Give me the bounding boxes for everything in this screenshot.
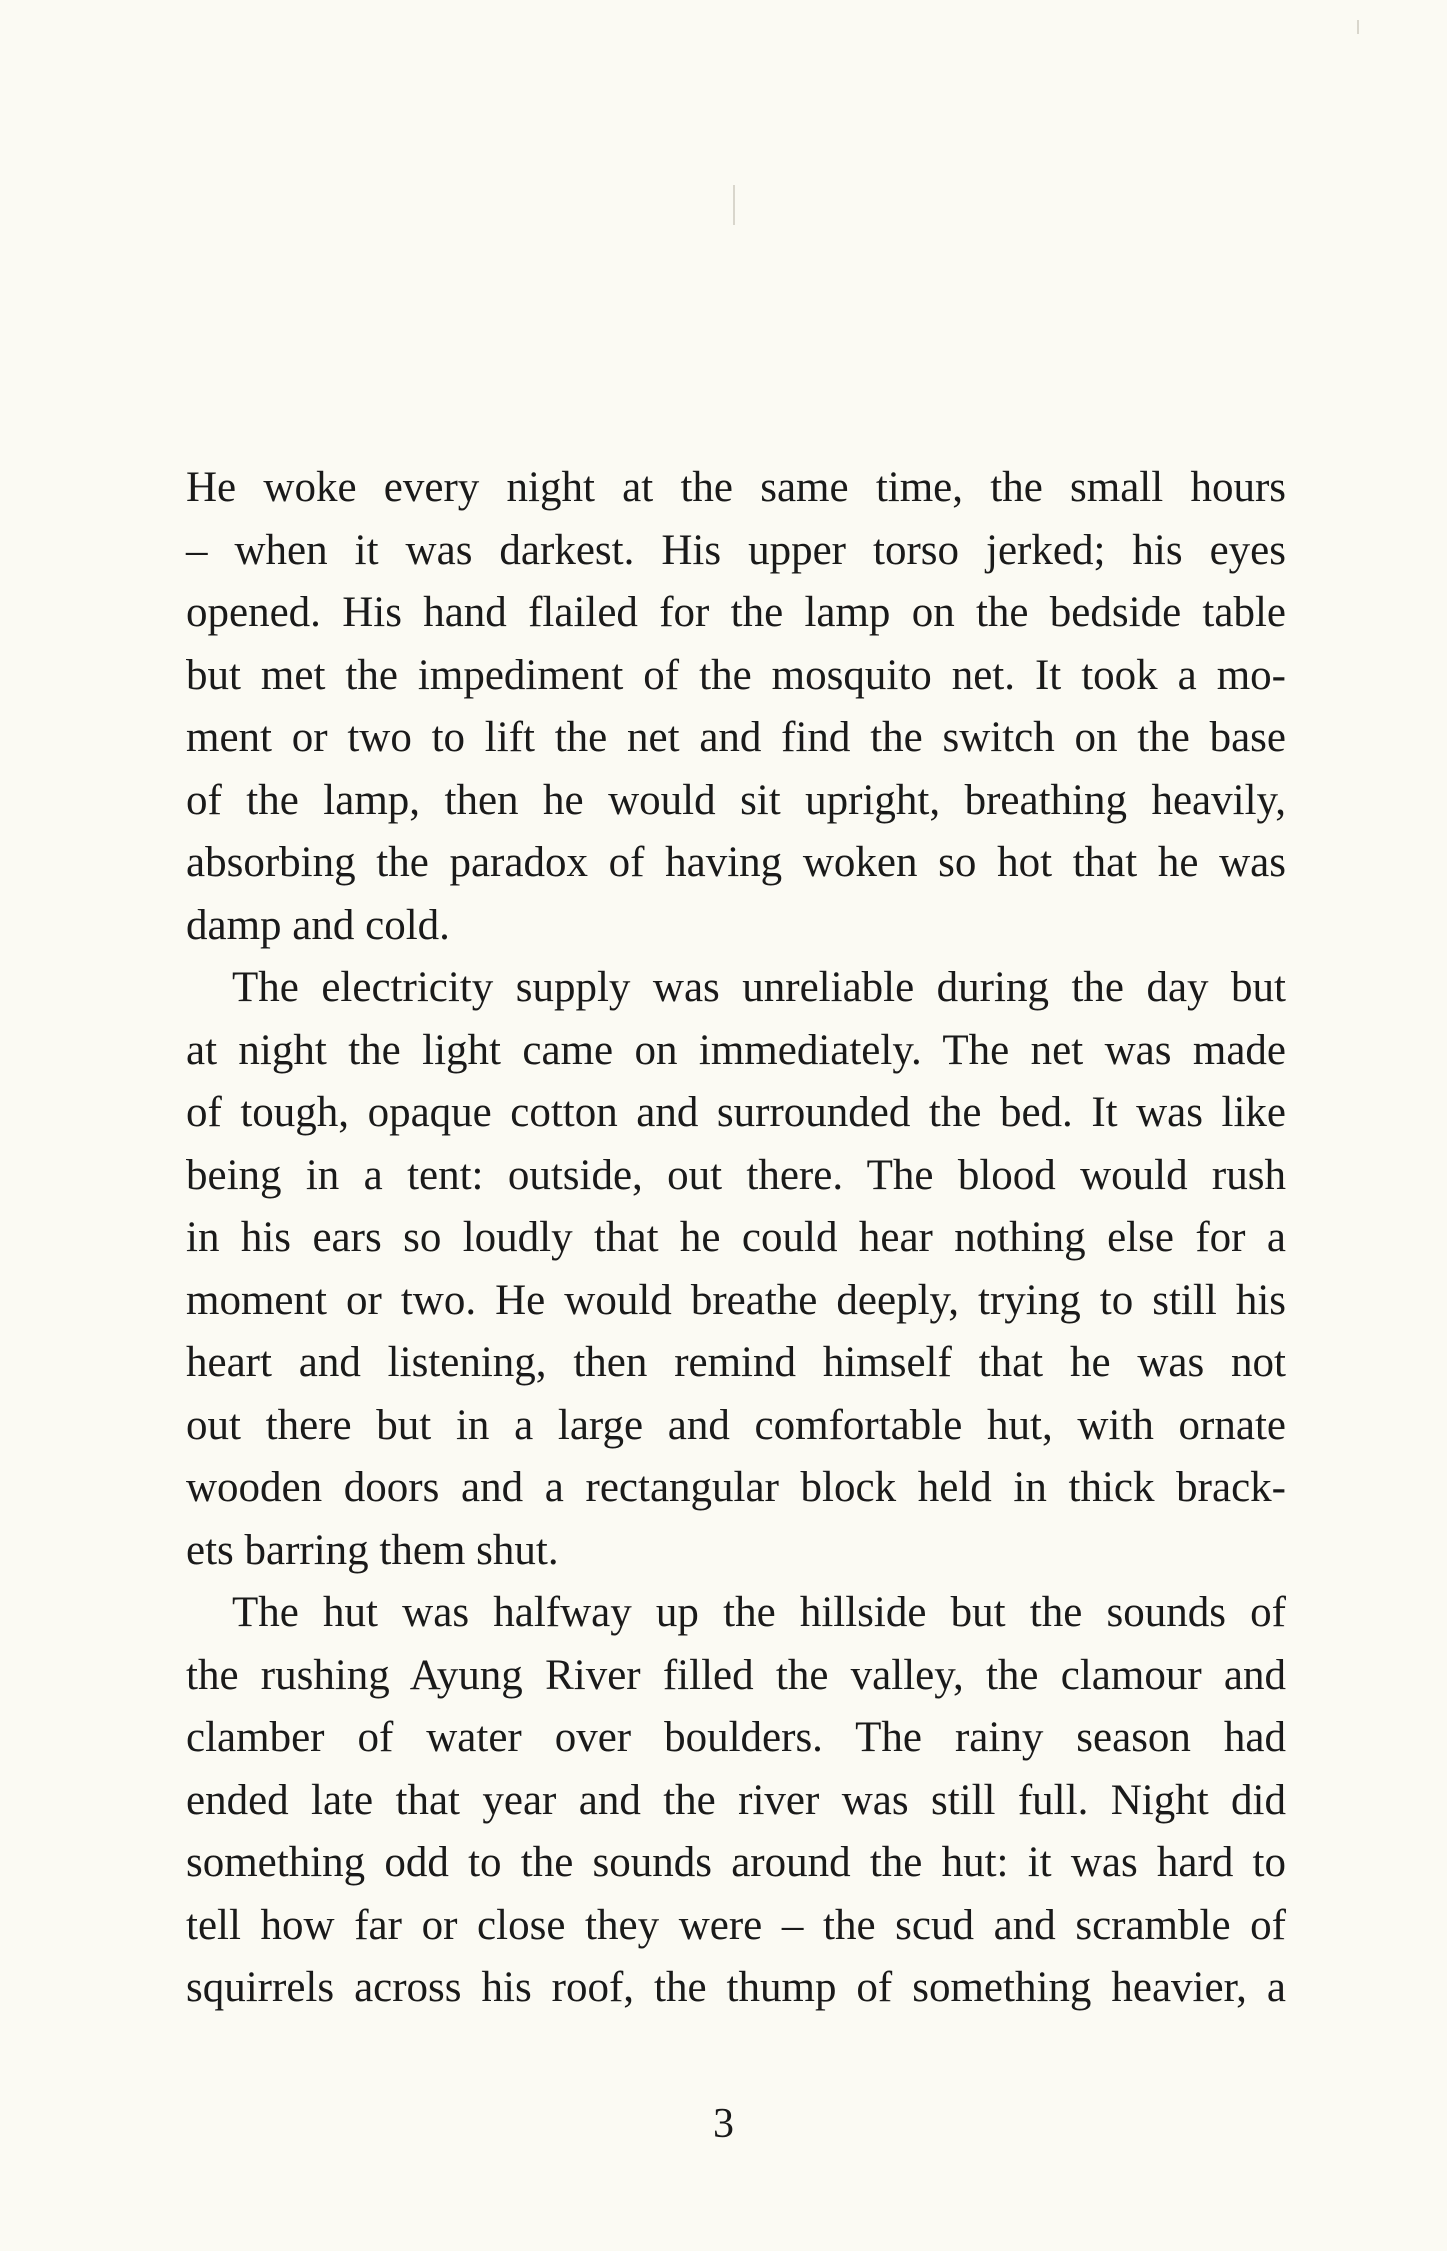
text-line: clamber of water over boulders. The rainy season had — [186, 1714, 1286, 1761]
text-line: ended late that year and the river was still full. Night did — [186, 1776, 1286, 1824]
paragraph — [186, 957, 1286, 1582]
text-line: something odd to the sounds around the hut: it was hard to — [186, 1839, 1286, 1886]
text-line: ment or two to lift the net and find the switch on the base — [186, 714, 1286, 761]
text-line: at night the light came on immediately. The net was made — [186, 1026, 1286, 1074]
show-through-mark — [733, 185, 735, 225]
text-line: the rushing Ayung River filled the valley, the clamour and — [186, 1651, 1286, 1699]
text-line: of the lamp, then he would sit upright, breathing heavily, — [186, 776, 1286, 824]
text-line: damp and cold. — [186, 901, 450, 949]
text-line: The hut was halfway up the hillside but the sounds of — [232, 1589, 1286, 1636]
show-through-mark — [1357, 20, 1359, 34]
paragraph — [186, 457, 1286, 957]
text-line: of tough, opaque cotton and surrounded the bed. It was like — [186, 1089, 1286, 1136]
text-line: being in a tent: outside, out there. The blood would rush — [186, 1151, 1286, 1199]
text-line: tell how far or close they were – the scud and scramble of — [186, 1901, 1286, 1949]
text-line: wooden doors and a rectangular block held in thick brack- — [186, 1464, 1286, 1511]
body-text — [186, 457, 1286, 2020]
text-line: ets barring them shut. — [186, 1526, 559, 1574]
text-line: in his ears so loudly that he could hear nothing else for a — [186, 1214, 1286, 1261]
text-line: He woke every night at the same time, the small hours — [186, 464, 1286, 511]
text-line: The electricity supply was unreliable during the day but — [232, 964, 1286, 1011]
text-line: moment or two. He would breathe deeply, trying to still his — [186, 1276, 1286, 1324]
text-line: but met the impediment of the mosquito net. It took a mo- — [186, 651, 1286, 699]
text-line: squirrels across his roof, the thump of something heavier, a — [186, 1964, 1286, 2011]
text-line: out there but in a large and comfortable hut, with ornate — [186, 1401, 1286, 1449]
text-line: heart and listening, then remind himself that he was not — [186, 1339, 1286, 1386]
paragraph — [186, 1582, 1286, 2020]
page-number: 3 — [713, 2101, 734, 2147]
text-line: opened. His hand flailed for the lamp on the bedside table — [186, 589, 1286, 636]
text-line: – when it was darkest. His upper torso jerked; his eyes — [186, 526, 1286, 574]
text-line: absorbing the paradox of having woken so hot that he was — [186, 839, 1286, 886]
